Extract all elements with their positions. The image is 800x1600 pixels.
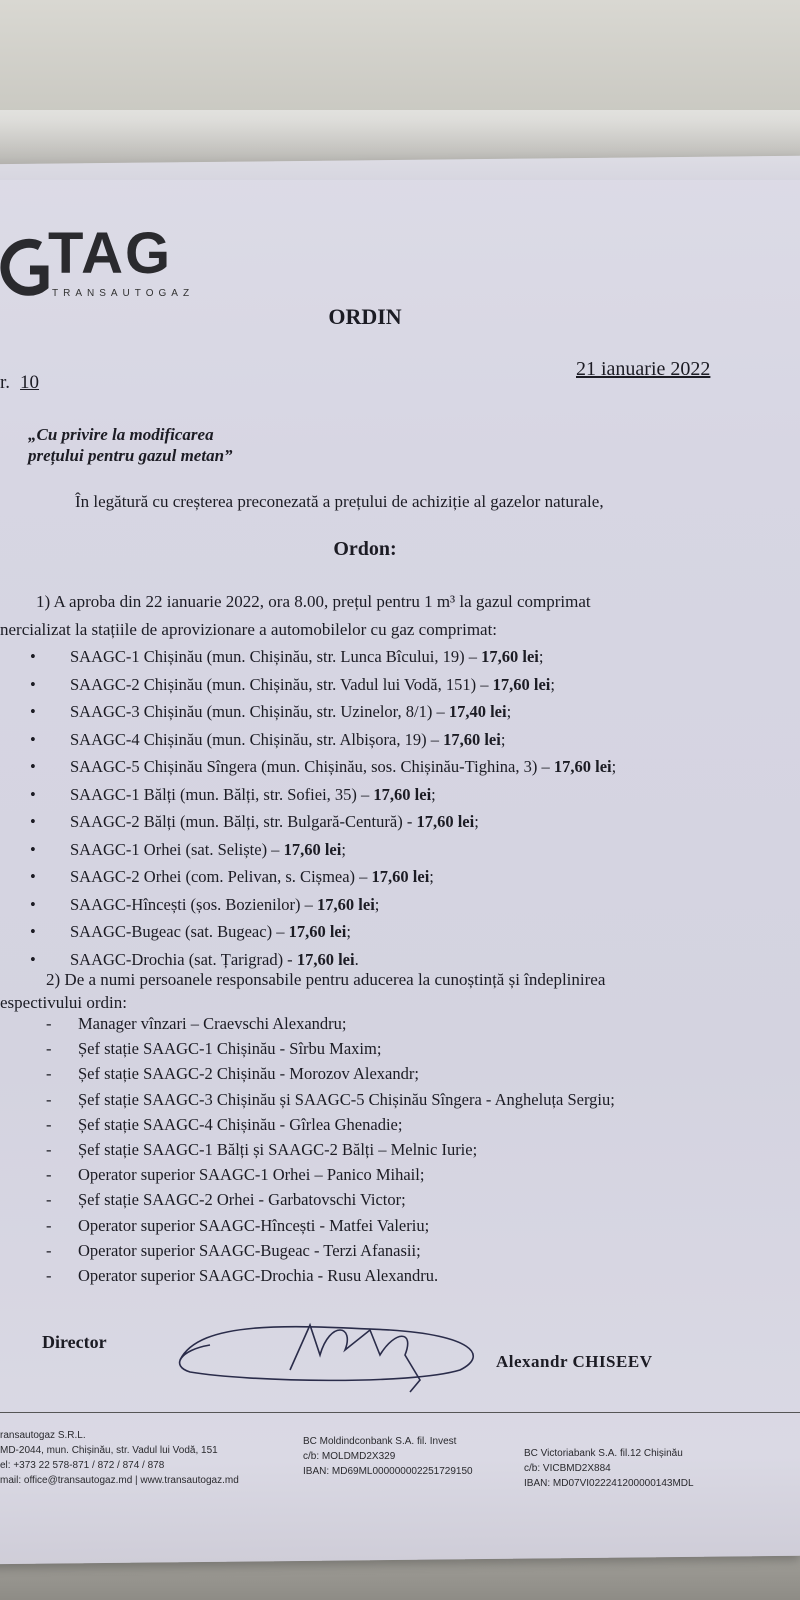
station-text: SAAGC-Bugeac (sat. Bugeac) – xyxy=(70,922,289,941)
station-text: SAAGC-4 Chișinău (mun. Chișinău, str. Albișora, 19) – xyxy=(70,729,444,749)
responsible-item xyxy=(46,1140,477,1160)
dash-icon: - xyxy=(46,1240,52,1260)
order-number-label: r. xyxy=(0,372,11,393)
responsible-text: Operator superior SAAGC-Hîncești - Matfei Valeriu; xyxy=(78,1215,430,1235)
bullet-icon: • xyxy=(30,839,36,859)
price-list-item xyxy=(30,647,543,667)
price-list-item xyxy=(30,867,434,887)
price-list-item xyxy=(30,922,351,942)
station-price: 17,60 lei xyxy=(283,839,342,859)
dash-icon: - xyxy=(46,1014,52,1033)
subject-line-2: prețului pentru gazul metan” xyxy=(28,446,233,465)
order-subject xyxy=(28,424,233,466)
footer-company-line: mail: office@transautogaz.md | www.transautogaz.md xyxy=(0,1475,239,1486)
price-list-item xyxy=(30,702,511,722)
responsible-item xyxy=(46,1165,424,1185)
station-price: 17,60 lei xyxy=(553,757,612,776)
responsible-text: Șef stație SAAGC-4 Chișinău - Gîrlea Ghenadie; xyxy=(78,1114,403,1134)
ordon-heading: Ordon: xyxy=(333,538,397,560)
footer-company-line: ransautogaz S.R.L. xyxy=(0,1430,86,1441)
station-text: SAAGC-1 Bălți (mun. Bălți, str. Sofiei, 35) – xyxy=(70,784,374,804)
price-list-item xyxy=(30,840,346,860)
item-end: ; xyxy=(431,784,436,804)
price-list-item xyxy=(30,757,616,777)
station-text: SAAGC-Drochia (sat. Țarigrad) - xyxy=(70,949,297,969)
footer-bank-line: c/b: MOLDMD2X329 xyxy=(303,1451,396,1462)
station-price: 17,60 lei xyxy=(443,729,501,749)
director-label: Director xyxy=(42,1332,107,1352)
station-price: 17,60 lei xyxy=(492,674,551,694)
footer-bank-1 xyxy=(303,1434,473,1479)
item-end: ; xyxy=(538,647,544,666)
footer-bank-line: BC Victoriabank S.A. fil.12 Chișinău xyxy=(524,1448,683,1459)
responsible-text: Șef stație SAAGC-2 Chișinău - Morozov Alexandr; xyxy=(78,1064,419,1084)
responsible-item xyxy=(46,1216,429,1236)
footer-bank-2 xyxy=(524,1446,694,1491)
dash-icon: - xyxy=(46,1215,52,1235)
station-text: SAAGC-5 Chișinău Sîngera (mun. Chișinău, sos. Chișinău-Tighina, 3) – xyxy=(70,757,554,776)
bullet-icon: • xyxy=(30,867,36,886)
dash-icon: - xyxy=(46,1114,52,1134)
dash-icon: - xyxy=(46,1165,52,1185)
responsible-text: Operator superior SAAGC-Bugeac - Terzi Afanasii; xyxy=(78,1240,421,1260)
price-list-item xyxy=(30,675,555,695)
point-2-line-2: espectivului ordin: xyxy=(0,993,128,1012)
responsible-text: Șef stație SAAGC-1 Bălți și SAAGC-2 Bălți – Melnic Iurie; xyxy=(78,1140,478,1159)
point-2-line-1: 2) De a numi persoanele responsabile pentru aducerea la cunoștință și îndeplinirea xyxy=(46,970,606,989)
dash-icon: - xyxy=(46,1039,52,1059)
bullet-icon: • xyxy=(30,702,36,721)
item-end: ; xyxy=(346,922,351,941)
logo-subtitle: TRANSAUTOGAZ xyxy=(52,288,195,299)
station-text: SAAGC-1 Chișinău (mun. Chișinău, str. Lunca Bîcului, 19) – xyxy=(70,647,482,666)
responsible-item xyxy=(46,1266,438,1286)
footer-bank-line: IBAN: MD69ML000000002251729150 xyxy=(303,1466,473,1477)
point-1-line-1: 1) A aproba din 22 ianuarie 2022, ora 8.00, prețul pentru 1 m³ la gazul comprimat xyxy=(36,592,591,611)
dash-icon: - xyxy=(46,1266,52,1285)
order-date: 21 ianuarie 2022 xyxy=(576,358,711,380)
station-text: SAAGC-2 Bălți (mun. Bălți, str. Bulgară-Centură) - xyxy=(70,812,417,831)
station-text: SAAGC-2 Chișinău (mun. Chișinău, str. Vadul lui Vodă, 151) – xyxy=(70,674,493,694)
responsible-item xyxy=(46,1014,347,1034)
responsible-text: Operator superior SAAGC-Drochia - Rusu Alexandru. xyxy=(78,1266,439,1285)
bullet-icon: • xyxy=(30,729,36,749)
logo-text: TAG xyxy=(48,221,173,286)
order-number xyxy=(0,372,59,394)
item-end: ; xyxy=(374,894,380,914)
station-price: 17,60 lei xyxy=(373,784,432,804)
director-name: Alexandr CHISEEV xyxy=(496,1352,653,1371)
point-1-line-2: nercializat la stațiile de aprovizionare a automobilelor cu gaz comprimat: xyxy=(0,620,498,639)
order-number-value: 10 xyxy=(20,372,40,393)
price-list-item xyxy=(30,950,359,970)
station-text: SAAGC-3 Chișinău (mun. Chișinău, str. Uzinelor, 8/1) – xyxy=(70,702,449,721)
bullet-icon: • xyxy=(30,674,36,694)
document-title: ORDIN xyxy=(328,304,402,329)
responsible-item xyxy=(46,1090,615,1110)
dash-icon: - xyxy=(46,1089,52,1109)
responsible-item xyxy=(46,1039,381,1059)
handwritten-signature xyxy=(170,1300,500,1410)
footer-company-line: MD-2044, mun. Chișinău, str. Vadul lui Vodă, 151 xyxy=(0,1445,218,1456)
station-price: 17,40 lei xyxy=(448,702,507,721)
station-price: 17,60 lei xyxy=(481,647,539,666)
item-end: ; xyxy=(506,702,512,721)
responsible-item xyxy=(46,1190,406,1210)
item-end: ; xyxy=(550,674,555,694)
responsible-text: Șef stație SAAGC-3 Chișinău și SAAGC-5 Chișinău Sîngera - Angheluța Sergiu; xyxy=(78,1089,615,1109)
item-end: ; xyxy=(341,839,346,859)
footer-company-line: el: +373 22 578-871 / 872 / 874 / 878 xyxy=(0,1460,165,1471)
bullet-icon: • xyxy=(30,812,36,831)
footer-bank-line: BC Moldindconbank S.A. fil. Invest xyxy=(303,1436,457,1447)
station-price: 17,60 lei xyxy=(288,922,347,941)
station-price: 17,60 lei xyxy=(296,949,355,969)
responsible-text: Șef stație SAAGC-1 Chișinău - Sîrbu Maxim; xyxy=(78,1039,382,1059)
subject-line-1: „Cu privire la modificarea xyxy=(28,425,214,444)
item-end: ; xyxy=(611,757,617,776)
responsible-text: Operator superior SAAGC-1 Orhei – Panico Mihail; xyxy=(78,1165,425,1185)
station-price: 17,60 lei xyxy=(371,867,430,886)
station-text: SAAGC-2 Orhei (com. Pelivan, s. Cișmea) – xyxy=(70,867,372,886)
bullet-icon: • xyxy=(30,784,36,804)
responsible-item xyxy=(46,1115,402,1135)
intro-paragraph: În legătură cu creșterea preconezată a prețului de achiziție al gazelor naturale, xyxy=(75,492,604,511)
dash-icon: - xyxy=(46,1064,52,1084)
item-end: ; xyxy=(429,867,434,886)
bullet-icon: • xyxy=(30,647,36,666)
responsible-item xyxy=(46,1241,421,1261)
item-end: ; xyxy=(500,729,506,749)
responsible-text: Șef stație SAAGC-2 Orhei - Garbatovschi Victor; xyxy=(78,1190,406,1210)
item-end: . xyxy=(354,949,359,969)
dash-icon: - xyxy=(46,1140,52,1159)
bullet-icon: • xyxy=(30,949,36,969)
station-text: SAAGC-1 Orhei (sat. Seliște) – xyxy=(70,839,284,859)
responsible-text: Manager vînzari – Craevschi Alexandru; xyxy=(78,1014,347,1033)
station-price: 17,60 lei xyxy=(416,812,475,831)
bullet-icon: • xyxy=(30,757,36,776)
dash-icon: - xyxy=(46,1190,52,1210)
station-price: 17,60 lei xyxy=(317,894,375,914)
bullet-icon: • xyxy=(30,922,36,941)
station-text: SAAGC-Hîncești (șos. Bozienilor) – xyxy=(70,894,318,914)
price-list-item xyxy=(30,812,479,832)
price-list-item xyxy=(30,730,505,750)
price-list-item xyxy=(30,895,379,915)
bullet-icon: • xyxy=(30,894,36,914)
footer-bank-line: c/b: VICBMD2X884 xyxy=(524,1463,611,1474)
responsible-item xyxy=(46,1064,419,1084)
footer-company xyxy=(0,1428,239,1488)
footer-divider xyxy=(0,1412,800,1413)
footer-bank-line: IBAN: MD07VI022241200000143MDL xyxy=(524,1478,694,1489)
item-end: ; xyxy=(474,812,479,831)
tape-strip xyxy=(0,110,800,180)
price-list-item xyxy=(30,785,436,805)
